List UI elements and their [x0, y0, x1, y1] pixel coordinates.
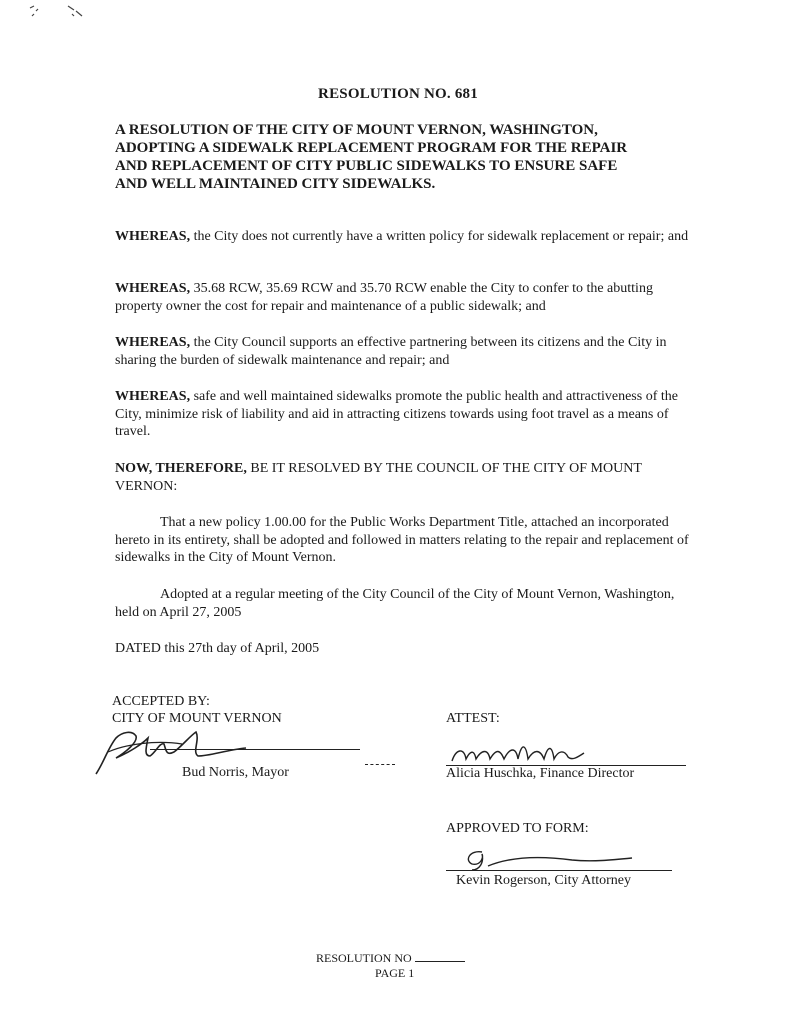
now-therefore-text: BE IT RESOLVED BY THE COUNCIL OF THE CITY OF MOUNT VERNON:: [115, 461, 642, 494]
whereas-text: the City does not currently have a written policy for sidewalk replacement or repair; and: [190, 229, 689, 244]
now-therefore-clause: [115, 460, 690, 495]
footer-page-number: PAGE 1: [375, 966, 415, 980]
whereas-lead: WHEREAS,: [115, 229, 191, 244]
title-line: A RESOLUTION OF THE CITY OF MOUNT VERNON, WASHINGTON,: [115, 122, 598, 138]
city-attorney-name: Kevin Rogerson, City Attorney: [456, 873, 631, 888]
finance-director-name: Alicia Huschka, Finance Director: [446, 766, 635, 781]
finance-signature-mark: [448, 737, 598, 767]
approved-to-form-label: APPROVED TO FORM:: [446, 821, 589, 836]
accepted-by-label: ACCEPTED BY:: [112, 694, 210, 709]
policy-paragraph: That a new policy 1.00.00 for the Public Works Department Title, attached an incorporated hereto in its entirety, shall be adopted and followed in matters relating to the repair and replacement of sidewalks in the City of Mount Vernon.: [115, 515, 689, 565]
title-line: ADOPTING A SIDEWALK REPLACEMENT PROGRAM FOR THE REPAIR: [115, 140, 628, 156]
whereas-clause-4: [115, 388, 690, 441]
city-label: CITY OF MOUNT VERNON: [112, 711, 282, 726]
whereas-lead: WHEREAS,: [115, 335, 191, 350]
title-line: AND WELL MAINTAINED CITY SIDEWALKS.: [115, 176, 436, 192]
whereas-clause-1: [115, 228, 690, 246]
footer-resolution-no: [316, 951, 465, 966]
resolution-number-heading: RESOLUTION NO. 681: [318, 86, 478, 102]
whereas-lead: WHEREAS,: [115, 389, 191, 404]
whereas-text: the City Council supports an effective partnering between its citizens and the City in sharing the burden of sidewalk maintenance and repair; and: [115, 335, 667, 368]
resolution-title: [115, 121, 695, 193]
whereas-lead: WHEREAS,: [115, 281, 191, 296]
footer-resolution-blank: [415, 951, 465, 962]
whereas-text: safe and well maintained sidewalks promote the public health and attractiveness of the City, minimize risk of liability and aid in attracting citizens towards using foot travel as a means of travel.: [115, 389, 678, 439]
scan-artifact-mark: [28, 2, 98, 22]
mayor-signature-line: [150, 749, 360, 750]
attest-label: ATTEST:: [446, 711, 500, 726]
signature-line-dash: [365, 764, 395, 765]
adopted-paragraph: Adopted at a regular meeting of the City Council of the City of Mount Vernon, Washington, held on April 27, 2005: [115, 587, 675, 620]
whereas-clause-2: [115, 280, 690, 315]
dated-line: DATED this 27th day of April, 2005: [115, 641, 320, 656]
mayor-name: Bud Norris, Mayor: [182, 765, 289, 780]
title-line: AND REPLACEMENT OF CITY PUBLIC SIDEWALKS TO ENSURE SAFE: [115, 158, 618, 174]
now-therefore-lead: NOW, THEREFORE,: [115, 461, 247, 476]
footer-resolution-label: RESOLUTION NO: [316, 951, 412, 965]
attorney-signature-line: [446, 870, 672, 871]
whereas-clause-3: [115, 334, 690, 369]
whereas-text: 35.68 RCW, 35.69 RCW and 35.70 RCW enable the City to confer to the abutting property owner the cost for repair and maintenance of a public sidewalk; and: [115, 281, 653, 314]
